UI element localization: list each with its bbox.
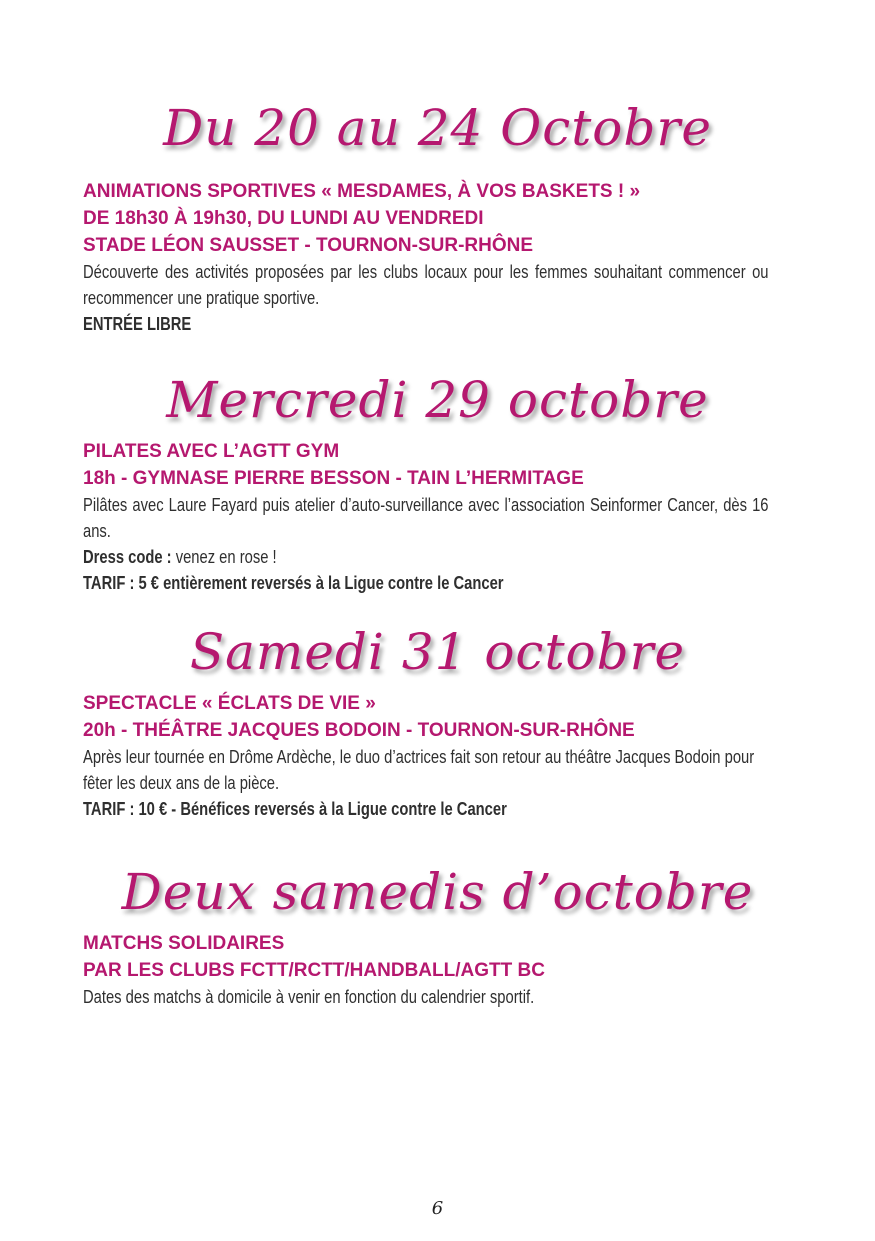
event-description: Dates des matchs à domicile à venir en fonction du calendrier sportif. xyxy=(83,987,535,1007)
section-title-3: Samedi 31 octobre xyxy=(189,623,686,681)
event-heading: PILATES AVEC L’AGTT GYM xyxy=(83,441,340,462)
event-block-2 xyxy=(83,438,769,593)
event-block-1 xyxy=(83,178,769,334)
event-description: Découverte des activités proposées par les clubs locaux pour les femmes souhaitant commencer ou recommencer une pratique sportive. xyxy=(83,262,769,308)
event-heading: ANIMATIONS SPORTIVES « MESDAMES, À VOS BASKETS ! » xyxy=(83,181,641,202)
event-note: TARIF : 5 € entièrement reversés à la Ligue contre le Cancer xyxy=(83,573,504,593)
dress-code-label: Dress code : xyxy=(83,547,172,567)
event-description: Après leur tournée en Drôme Ardèche, le duo d’actrices fait son retour au théâtre Jacques Bodoin pour fêter les deux ans de la pièce. xyxy=(83,747,755,793)
event-note: ENTRÉE LIBRE xyxy=(83,314,192,334)
section-title-2: Mercredi 29 octobre xyxy=(166,371,709,429)
dress-code-value: venez en rose ! xyxy=(171,547,277,567)
event-location: 20h - THÉÂTRE JACQUES BODOIN - TOURNON-SUR-RHÔNE xyxy=(83,720,635,741)
section-title-1: Du 20 au 24 Octobre xyxy=(163,99,712,157)
event-location: STADE LÉON SAUSSET - TOURNON-SUR-RHÔNE xyxy=(83,235,534,256)
event-location: 18h - GYMNASE PIERRE BESSON - TAIN L’HERMITAGE xyxy=(83,468,584,489)
page-number: 6 xyxy=(431,1198,444,1219)
event-time: DE 18h30 À 19h30, DU LUNDI AU VENDREDI xyxy=(83,208,484,229)
section-title-4: Deux samedis d’octobre xyxy=(121,863,754,921)
event-block-4 xyxy=(83,930,769,1010)
event-note: TARIF : 10 € - Bénéfices reversés à la Ligue contre le Cancer xyxy=(83,799,507,819)
event-organizers: PAR LES CLUBS FCTT/RCTT/HANDBALL/AGTT BC xyxy=(83,960,545,981)
event-description: Pilâtes avec Laure Fayard puis atelier d’auto-surveillance avec l’association Seinformer Cancer, dès 16 ans. xyxy=(83,495,769,541)
event-heading: MATCHS SOLIDAIRES xyxy=(83,933,285,954)
event-block-3 xyxy=(83,690,769,819)
dress-code-line xyxy=(83,544,769,570)
event-heading: SPECTACLE « ÉCLATS DE VIE » xyxy=(83,693,376,714)
